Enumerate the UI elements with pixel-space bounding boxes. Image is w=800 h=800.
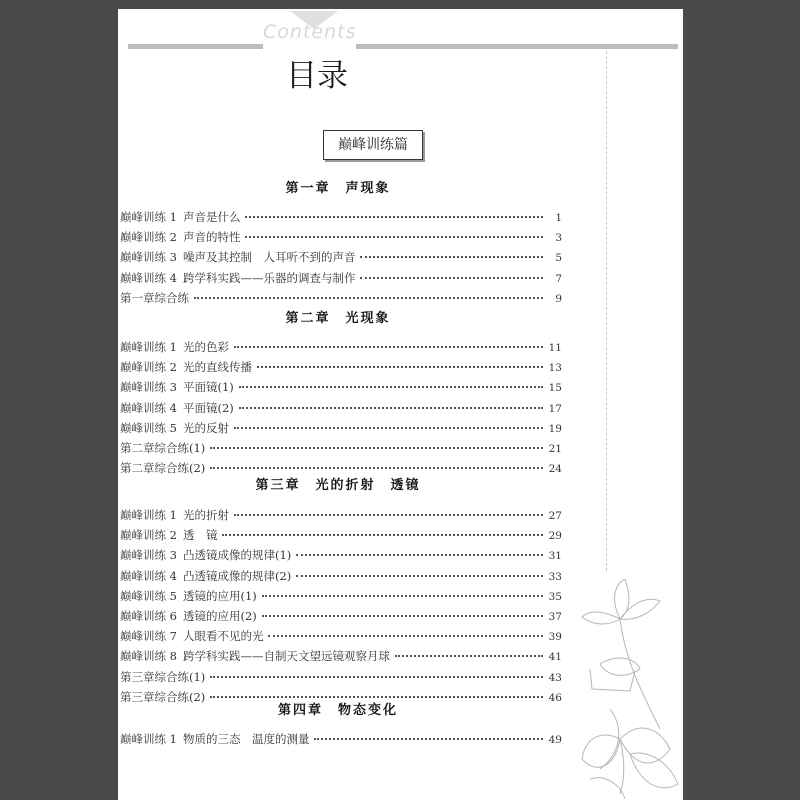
toc-entry-label: 巅峰训练 3: [120, 250, 177, 265]
toc-entry-label: 巅峰训练 3: [120, 380, 177, 395]
toc-page-number: 46: [548, 691, 562, 704]
toc-entry[interactable]: [120, 339, 562, 357]
toc-entry-title: 声音的特性: [182, 230, 241, 245]
dot-leader: [239, 407, 543, 409]
toc-page-number: 27: [548, 510, 562, 522]
dot-leader: [245, 216, 543, 218]
lotus-illustration: [580, 579, 680, 800]
toc-entry-title: 平面镜(1): [182, 380, 234, 395]
dot-leader: [262, 595, 543, 597]
toc-page-number: 17: [548, 402, 562, 415]
section-title: 巅峰训练篇: [323, 130, 423, 160]
toc-entry-label: 巅峰训练 2: [120, 360, 177, 375]
toc-page-number: 39: [548, 631, 562, 644]
toc-entry[interactable]: [120, 359, 562, 377]
toc-entry-title: 光的直线传播: [182, 360, 252, 375]
toc-entry-title: 跨学科实践——自制天文望远镜观察月球: [182, 649, 390, 664]
chapter-heading: 第四章 物态变化: [277, 703, 398, 718]
toc-entry-label: 巅峰训练 5: [120, 588, 177, 603]
chapter-heading: 第三章 光的折射 透镜: [255, 478, 421, 493]
dot-leader: [245, 236, 543, 238]
toc-entry-label: 巅峰训练 1: [120, 732, 177, 746]
toc-entry-label: 巅峰训练 4: [120, 270, 177, 285]
toc-page-number: 1: [555, 212, 562, 224]
toc-page-number: 3: [555, 232, 562, 245]
dot-leader: [314, 738, 543, 740]
toc-page-number: 19: [548, 422, 562, 435]
toc-entry[interactable]: [120, 628, 562, 646]
dot-leader: [296, 575, 543, 577]
toc-entry-title: 光的反射: [182, 420, 229, 435]
toc-page-number: 49: [548, 734, 562, 746]
toc-entry-title: 噪声及其控制 人耳听不到的声音: [182, 250, 356, 265]
dot-leader: [262, 615, 543, 617]
dot-leader: [257, 366, 543, 368]
toc-page-number: 33: [548, 570, 562, 583]
dot-leader: [234, 427, 543, 429]
toc-page-number: 9: [555, 292, 562, 305]
toc-entry-title: 第三章综合练(2): [120, 689, 206, 704]
toc-entry[interactable]: [120, 440, 562, 458]
banner-line-left: [128, 44, 263, 49]
toc-entry-label: 巅峰训练 4: [120, 568, 177, 583]
toc-entry-label: 巅峰训练 6: [120, 609, 177, 623]
dot-leader: [194, 297, 543, 299]
toc-entry-label: 巅峰训练 8: [120, 649, 177, 664]
toc-entry[interactable]: [120, 249, 562, 267]
toc-entry[interactable]: [120, 669, 562, 687]
toc-entry-title: 透镜的应用(2): [182, 609, 257, 623]
toc-entry[interactable]: [120, 270, 562, 288]
toc-page-number: 31: [548, 550, 562, 563]
dot-leader: [210, 696, 543, 698]
toc-entry[interactable]: [120, 507, 562, 525]
toc-entry-title: 第一章综合练: [120, 290, 189, 305]
toc-page-number: 41: [548, 651, 562, 664]
toc-page-number: 35: [548, 590, 562, 603]
toc-page-number: 11: [548, 342, 562, 354]
dot-leader: [210, 676, 543, 678]
chapter-heading: 第二章 光现象: [285, 311, 391, 326]
toc-entry-label: 巅峰训练 2: [120, 528, 177, 543]
toc-page-number: 37: [548, 611, 562, 623]
document-page: [118, 9, 683, 800]
toc-page-number: 5: [555, 252, 562, 265]
toc-entry-label: 巅峰训练 1: [120, 210, 177, 224]
toc-entry-label: 巅峰训练 5: [120, 420, 177, 435]
toc-entry-title: 第三章综合练(1): [120, 669, 206, 684]
toc-entry[interactable]: [120, 527, 562, 545]
toc-entry-label: 巅峰训练 2: [120, 230, 177, 245]
toc-page-number: 29: [548, 530, 562, 543]
toc-entry[interactable]: [120, 229, 562, 247]
toc-entry-label: 巅峰训练 4: [120, 400, 177, 415]
toc-entry-label: 巅峰训练 1: [120, 340, 177, 354]
toc-entry-title: 透 镜: [182, 528, 218, 543]
toc-entry-title: 第二章综合练(1): [120, 441, 206, 455]
toc-entry-label: 巅峰训练 3: [120, 548, 177, 563]
dot-leader: [239, 386, 543, 388]
margin-dashed-line: [606, 51, 607, 571]
dot-leader: [268, 635, 543, 637]
toc-page-number: 7: [555, 272, 562, 285]
page-title: 目录: [286, 58, 348, 94]
toc-entry[interactable]: [120, 400, 562, 418]
toc-entry-title: 光的色彩: [182, 340, 229, 354]
toc-page-number: 24: [548, 463, 562, 476]
toc-entry[interactable]: [120, 608, 562, 626]
toc-entry-title: 第二章综合练(2): [120, 461, 206, 476]
toc-entry-label: 巅峰训练 7: [120, 629, 177, 644]
toc-entry[interactable]: [120, 290, 562, 308]
toc-entry-title: 透镜的应用(1): [182, 588, 257, 603]
toc-entry-label: 巅峰训练 1: [120, 508, 177, 522]
dot-leader: [234, 346, 543, 348]
toc-entry[interactable]: [120, 379, 562, 397]
toc-page-number: 21: [548, 443, 562, 455]
banner-line-right: [356, 44, 678, 49]
toc-entry-title: 凸透镜成像的规律(2): [182, 568, 292, 583]
dot-leader: [360, 256, 543, 258]
toc-entry-title: 平面镜(2): [182, 400, 234, 415]
toc-entry[interactable]: [120, 568, 562, 586]
dot-leader: [234, 514, 543, 516]
chapter-heading: 第一章 声现象: [285, 181, 391, 196]
dot-leader: [296, 554, 543, 556]
toc-page-number: 13: [548, 362, 562, 375]
toc-entry[interactable]: [120, 547, 562, 565]
dot-leader: [222, 534, 543, 536]
toc-page-number: 15: [548, 382, 562, 395]
toc-page-number: 43: [548, 671, 562, 684]
toc-entry[interactable]: [120, 731, 562, 749]
toc-entry[interactable]: [120, 588, 562, 606]
toc-entry-title: 物质的三态 温度的测量: [182, 732, 310, 746]
toc-entry-title: 声音是什么: [182, 210, 241, 224]
dot-leader: [395, 655, 543, 657]
toc-entry-title: 光的折射: [182, 508, 229, 522]
toc-entry-title: 凸透镜成像的规律(1): [182, 548, 292, 563]
contents-banner-word: Contents: [263, 21, 357, 43]
toc-entry[interactable]: [120, 420, 562, 438]
toc-entry[interactable]: [120, 209, 562, 227]
toc-entry-title: 跨学科实践——乐器的调查与制作: [182, 270, 356, 285]
toc-entry-title: 人眼看不见的光: [182, 629, 264, 644]
dot-leader: [210, 467, 543, 469]
dot-leader: [210, 447, 543, 449]
toc-entry[interactable]: [120, 648, 562, 666]
dot-leader: [360, 277, 543, 279]
